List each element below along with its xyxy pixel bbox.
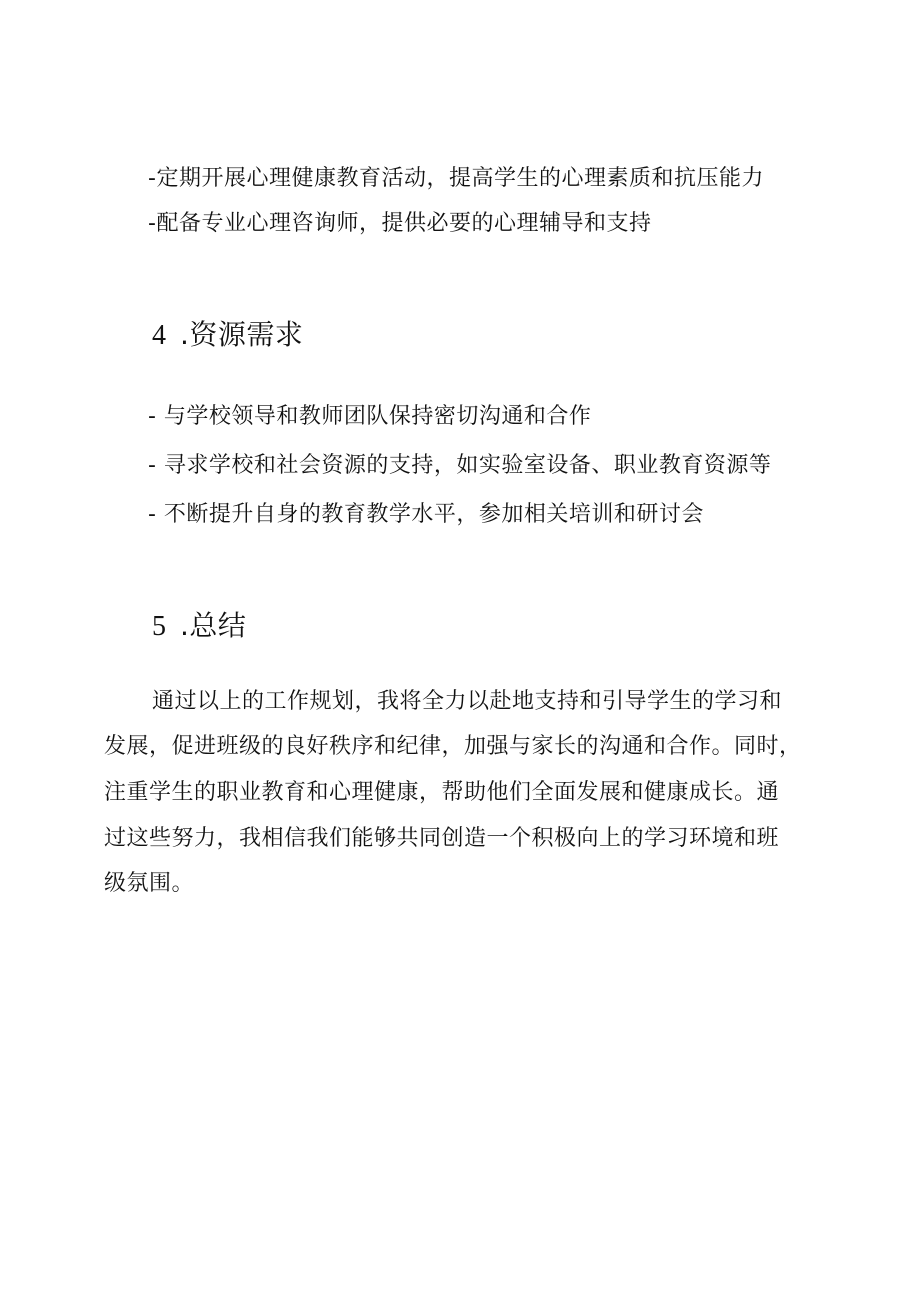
summary-line-3: 注重学生的职业教育和心理健康，帮助他们全面发展和健康成长。通 — [104, 780, 780, 805]
bullet-resources: - 寻求学校和社会资源的支持，如实验室设备、职业教育资源等 — [148, 453, 772, 478]
section-4-number: 4 — [152, 320, 167, 351]
bullet-communication: - 与学校领导和教师团队保持密切沟通和合作 — [148, 404, 592, 429]
section-4-heading — [152, 318, 303, 353]
section-5-title: .总结 — [180, 609, 247, 642]
summary-line-4: 过这些努力，我相信我们能够共同创造一个积极向上的学习环境和班 — [104, 826, 780, 851]
section-4-title: .资源需求 — [180, 318, 304, 351]
bullet-mental-health-activities: -定期开展心理健康教育活动，提高学生的心理素质和抗压能力 — [148, 166, 764, 191]
summary-line-2: 发展，促进班级的良好秩序和纪律，加强与家长的沟通和合作。同时， — [104, 734, 802, 759]
bullet-training: - 不断提升自身的教育教学水平，参加相关培训和研讨会 — [148, 502, 704, 527]
summary-line-5: 级氛围。 — [104, 871, 195, 896]
summary-line-1: 通过以上的工作规划，我将全力以赴地支持和引导学生的学习和 — [152, 689, 783, 714]
section-5-number: 5 — [152, 611, 167, 642]
bullet-counselor: -配备专业心理咨询师，提供必要的心理辅导和支持 — [148, 211, 652, 236]
section-5-heading — [152, 609, 246, 644]
